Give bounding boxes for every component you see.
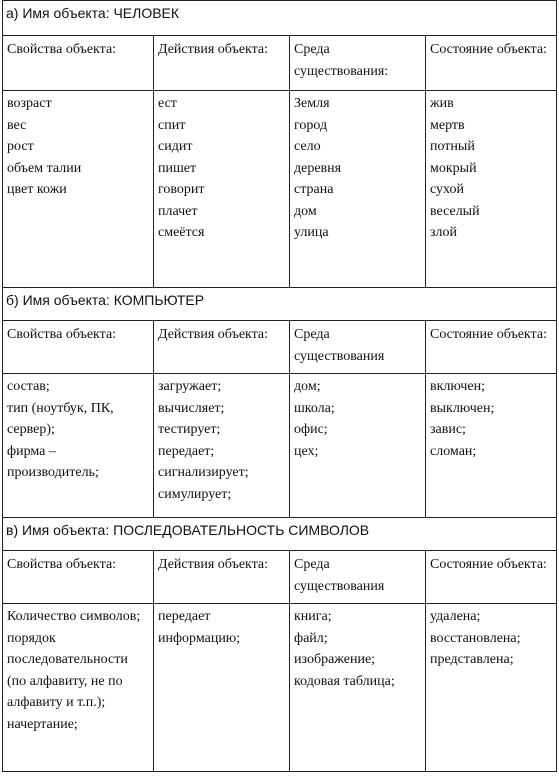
list-item: улица xyxy=(294,225,329,240)
section-a-actions-cell xyxy=(154,91,290,288)
section-b-header-row xyxy=(3,321,557,374)
list-item: злой xyxy=(430,225,458,240)
section-b-actions-cell xyxy=(154,374,290,518)
list-item: мертв xyxy=(430,117,465,133)
list-item: удалена; xyxy=(430,609,481,624)
section-b-title: б) Имя объекта: КОМПЬЮТЕР xyxy=(3,288,557,321)
section-b-header-actions: Действия объекта: xyxy=(154,321,290,374)
list-item: фирма – производитель; xyxy=(7,443,99,480)
list-item: завис; xyxy=(430,422,466,437)
list-item: деревня xyxy=(294,160,342,176)
section-b-header-properties: Свойства объекта: xyxy=(3,321,154,374)
section-c-actions-cell xyxy=(154,604,290,772)
list-item: сидит xyxy=(158,139,193,154)
list-item: страна xyxy=(294,182,334,197)
list-item: говорит xyxy=(158,182,205,197)
section-a-header-actions: Действия объекта: xyxy=(154,36,290,91)
list-item: файл; xyxy=(294,630,328,646)
section-c-environment-cell xyxy=(290,604,426,772)
section-b-properties-cell xyxy=(3,374,154,518)
section-c-title: в) Имя объекта: ПОСЛЕДОВАТЕЛЬНОСТЬ СИМВОЛОВ xyxy=(3,518,557,551)
list-item: рост xyxy=(7,139,34,154)
list-item: ест xyxy=(158,96,177,111)
section-c-header-actions: Действия объекта: xyxy=(154,551,290,604)
list-item: село xyxy=(294,139,321,154)
section-c-title-row xyxy=(3,518,557,551)
list-item: выключен; xyxy=(430,400,495,416)
list-item: включен; xyxy=(430,379,485,394)
list-item: дом xyxy=(294,203,317,219)
section-a-title-row xyxy=(3,1,557,36)
list-item: Земля xyxy=(294,96,330,111)
section-b-header-state: Состояние объекта: xyxy=(426,321,557,374)
list-item: объем талии xyxy=(7,160,82,176)
list-item: порядок последовательности (по алфавиту, не по алфавиту и т.п.); xyxy=(7,630,128,710)
list-item: вес xyxy=(7,117,27,133)
list-item: возраст xyxy=(7,96,52,111)
list-item: симулирует; xyxy=(158,486,232,502)
section-a-properties-cell xyxy=(3,91,154,288)
objects-table xyxy=(2,0,557,772)
list-item: Количество символов; xyxy=(7,609,141,624)
list-item: начертание; xyxy=(7,716,78,732)
section-c-header-environment: Среда существования xyxy=(290,551,426,604)
list-item: изображение; xyxy=(294,652,376,667)
section-c-state-cell xyxy=(426,604,557,772)
list-item: спит xyxy=(158,117,186,133)
list-item: город xyxy=(294,117,328,133)
section-a-body-row xyxy=(3,91,557,288)
section-c-header-row xyxy=(3,551,557,604)
object-table-document xyxy=(2,0,556,774)
list-item: жив xyxy=(430,96,454,111)
list-item: цвет кожи xyxy=(7,182,67,197)
list-item: офис; xyxy=(294,422,328,437)
section-b-body-row xyxy=(3,374,557,518)
section-b-state-cell xyxy=(426,374,557,518)
list-item: тип (ноутбук, ПК, сервер); xyxy=(7,400,114,437)
list-item: книга; xyxy=(294,609,332,624)
list-item: кодовая таблица; xyxy=(294,673,395,689)
list-item: передает информацию; xyxy=(158,609,241,646)
list-item: смеётся xyxy=(158,225,205,240)
section-a-title: а) Имя объекта: ЧЕЛОВЕК xyxy=(3,1,557,36)
section-a-header-state: Состояние объекта: xyxy=(426,36,557,91)
list-item: сломан; xyxy=(430,443,477,459)
list-item: пишет xyxy=(158,160,197,176)
list-item: восстановлена; xyxy=(430,630,521,646)
list-item: потный xyxy=(430,139,475,154)
section-a-state-cell xyxy=(426,91,557,288)
list-item: сухой xyxy=(430,182,464,197)
list-item: веселый xyxy=(430,203,480,219)
section-a-environment-cell xyxy=(290,91,426,288)
list-item: школа; xyxy=(294,400,335,416)
section-b-header-environment: Среда существования xyxy=(290,321,426,374)
list-item: состав; xyxy=(7,379,50,394)
section-c-body-row xyxy=(3,604,557,772)
section-b-title-row xyxy=(3,288,557,321)
list-item: вычисляет; xyxy=(158,400,225,416)
list-item: плачет xyxy=(158,203,198,219)
section-b-environment-cell xyxy=(290,374,426,518)
list-item: цех; xyxy=(294,443,319,459)
section-a-header-properties: Свойства объекта: xyxy=(3,36,154,91)
section-a-header-environment: Среда существования: xyxy=(290,36,426,91)
section-a-header-row xyxy=(3,36,557,91)
section-c-properties-cell xyxy=(3,604,154,772)
section-c-header-properties: Свойства объекта: xyxy=(3,551,154,604)
list-item: тестирует; xyxy=(158,422,221,437)
section-c-header-state: Состояние объекта: xyxy=(426,551,557,604)
list-item: передает; xyxy=(158,443,215,459)
list-item: загружает; xyxy=(158,379,222,394)
list-item: дом; xyxy=(294,379,321,394)
list-item: сигнализирует; xyxy=(158,465,249,480)
list-item: мокрый xyxy=(430,160,477,176)
list-item: представлена; xyxy=(430,652,514,667)
